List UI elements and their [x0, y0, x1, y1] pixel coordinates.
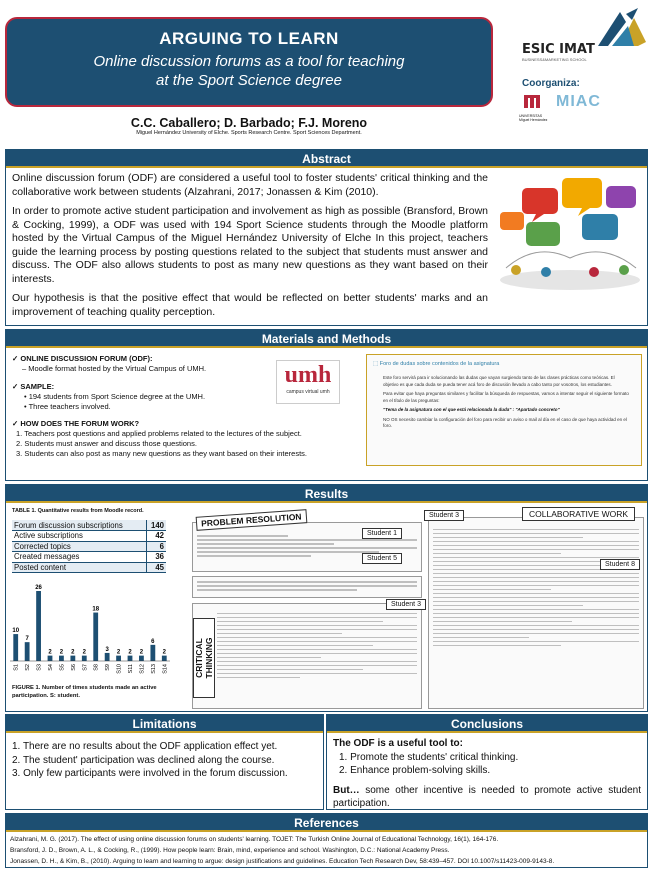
table-caption: TABLE 1. Quantitative results from Moodle record. [12, 508, 144, 514]
bar-S14 [162, 656, 167, 661]
bar-value-label: 3 [105, 646, 109, 653]
bar-value-label: 2 [128, 649, 132, 656]
materials-section [5, 329, 648, 481]
participation-bar-chart [10, 579, 170, 679]
poster-subtitle-1: Online discussion forums as a tool for teaching [93, 53, 405, 70]
category-label: S6 [70, 664, 77, 671]
student-3-tag-b: Student 3 [424, 510, 464, 521]
bar-value-label: 2 [71, 649, 75, 656]
poster-subtitle-2: at the Sport Science degree [156, 72, 342, 89]
conclusion-item-2: 2. Enhance problem-solving skills. [339, 765, 491, 776]
limitation-item-3: 3. Only few participants were involved in the forum discussion. [12, 768, 288, 779]
category-label: S10 [116, 664, 123, 674]
odf-item: – Moodle format hosted by the Virtual Campus of UMH. [22, 364, 207, 373]
table-row: Active subscriptions 42 [14, 531, 164, 541]
bar-value-label: 2 [116, 649, 121, 656]
sample-item-1: • 194 students from Sport Science degree at the UMH. [24, 392, 206, 401]
bar-S4 [48, 656, 53, 661]
bar-value-label: 7 [25, 636, 29, 643]
sample-title: ✓ SAMPLE: [12, 382, 55, 391]
campus-virtual-logo: umh campus virtual umh [276, 360, 340, 404]
bar-S5 [59, 656, 64, 661]
abstract-p2: In order to promote active student participation and involvement as high as possible (Bransford, Brown & Cocking, 1999), a ODF was used with 194 Sport Science students through the Moodle platform hosted by the Virtual Campus of the Miguel Hernández University of Elche In this project, teachers guide the learning process by posting questions related to the subject that students must answer and discuss. The ODF also allows students to post as many new questions as they want based on their interests. [12, 205, 488, 285]
bar-S2 [25, 642, 30, 661]
bar-S10 [116, 656, 121, 661]
critical-thinking-label: CRITICAL THINKING [193, 618, 215, 698]
critical-thinking-screenshot [192, 603, 422, 709]
umh-logo-text: UNIVERSITAS Miguel Hernández [519, 114, 548, 122]
table-row: Posted content 45 [14, 562, 164, 572]
collaborative-work-label: COLLABORATIVE WORK [522, 507, 635, 521]
references-header: References [6, 814, 647, 832]
abstract-section [5, 149, 648, 326]
reference-item-2: Bransford, J. D., Brown, A. L., & Cocking, R., (1999). How people learn: Brain, mind, experience and school. Washington, D.C.: National Academy Press. [10, 847, 450, 854]
esic-emblem-icon [590, 6, 650, 52]
conclusions-header: Conclusions [327, 715, 647, 733]
figure-caption: FIGURE 1. Number of times students made an active participation. S: student. [12, 685, 157, 699]
bar-value-label: 2 [162, 649, 166, 656]
student-1-tag: Student 1 [362, 528, 402, 539]
limitation-item-2: 2. The student' participation was declined along the course. [12, 754, 275, 766]
bar-value-label: 2 [139, 649, 144, 656]
limitations-header: Limitations [6, 715, 323, 733]
bar-S11 [128, 656, 133, 661]
student-5-tag: Student 5 [362, 553, 402, 564]
category-label: S14 [162, 664, 169, 674]
category-label: S7 [82, 664, 89, 671]
category-label: S9 [105, 664, 112, 671]
bar-S1 [13, 634, 18, 661]
title-box [5, 17, 493, 107]
esic-subtitle: BUSINESS&MARKETING SCHOOL [522, 57, 587, 62]
bar-value-label: 2 [59, 649, 64, 656]
forum-text: Este foro servirá para ir solucionando las dudas que vayan surgiendo tanto de las clases prácticas como teóricas. El objetivo es que cada duda se pueda tener acá foro de discusión llevado a cabo tanto por vosotros, los estudiantes. [383, 375, 615, 387]
bar-value-label: 2 [48, 649, 52, 656]
authors: C.C. Caballero; D. Barbado; F.J. Moreno [130, 116, 368, 130]
collaborative-work-screenshot [428, 517, 644, 709]
table-row: Corrected topics 6 [14, 541, 164, 551]
limitations-section [5, 714, 324, 810]
category-label: S13 [150, 664, 157, 674]
sample-item-2: • Three teachers involved. [24, 402, 111, 411]
problem-resolution-label: PROBLEM RESOLUTION [196, 509, 307, 531]
results-header: Results [6, 485, 647, 503]
affiliation: Miguel Hernández University of Elche. Sports Research Centre. Sport Sciences Department. [136, 130, 362, 136]
forum-format: "Tema de la asignatura con el que está relacionada la duda" : "Apartado concreto" [383, 407, 560, 412]
category-label: S4 [48, 664, 54, 671]
forum-text-2: Para evitar que haya preguntas similares y facilitar la búsqueda de respuestas, vamos a intentar seguir el siguiente formato en el título de las preguntas: [383, 391, 629, 403]
conclusions-section [326, 714, 648, 810]
student-5-screenshot [192, 576, 422, 598]
category-label: S11 [128, 664, 134, 674]
references-section [5, 813, 648, 868]
abstract-p1: Online discussion forum (ODF) are considered a useful tool to foster students' critical thinking and the collaborative work between students (Alzahrani, 2017; Jonassen & Kim (2010). [12, 172, 488, 198]
bar-S8 [93, 613, 98, 661]
bar-value-label: 26 [35, 585, 42, 591]
bar-S6 [70, 656, 75, 661]
forum-illustration-icon [496, 172, 644, 296]
bar-S13 [150, 645, 155, 661]
forum-title: ⬚ Foro de dudas sobre contenidos de la asignatura [373, 361, 500, 367]
category-label: S2 [25, 664, 32, 671]
results-section [5, 484, 648, 712]
category-label: S3 [36, 664, 43, 671]
results-table [12, 520, 166, 573]
miac-logo: MIAC [556, 93, 601, 110]
category-label: S8 [93, 664, 100, 671]
bar-value-label: 2 [82, 649, 86, 656]
materials-header: Materials and Methods [6, 330, 647, 348]
bar-S12 [139, 656, 144, 661]
table-row: Created messages 36 [14, 552, 164, 562]
conclusions-but: But… some other incentive is needed to promote active student participation. [333, 784, 641, 809]
reference-item-1: Alzahrani, M. G. (2017). The effect of using online discussion forums on students' learning. TOJET: The Turkish Online Journal of Educational Technology, 16(1), 164-176. [10, 836, 499, 843]
bar-S3 [36, 591, 41, 661]
how-item-2: 2. Students must answer and discuss those questions. [16, 439, 197, 448]
student-3-tag-a: Student 3 [386, 599, 426, 610]
category-label: S1 [13, 664, 20, 671]
bar-S9 [105, 653, 110, 661]
forum-note: NO OS necesito cambiar la configuración del foro para recibir un aviso o mail al día en el caso de que haya actividad en el foro. [383, 416, 627, 428]
student-8-tag: Student 8 [600, 559, 640, 570]
coorganiza-label: Coorganiza: [522, 78, 580, 89]
bar-value-label: 10 [12, 628, 20, 635]
abstract-header: Abstract [6, 150, 647, 168]
how-title: ✓ HOW DOES THE FORUM WORK? [12, 419, 140, 428]
esic-logo: ESIC IMAT [522, 42, 595, 57]
table-row: Forum discussion subscriptions 140 [14, 520, 164, 530]
poster-title: ARGUING TO LEARN [159, 29, 339, 48]
conclusions-lead: The ODF is a useful tool to: [333, 738, 463, 749]
odf-title: ✓ ONLINE DISCUSSION FORUM (ODF): [12, 354, 153, 363]
how-item-1: 1. Teachers post questions and applied problems related to the lectures of the subject. [16, 429, 302, 438]
abstract-p3: Our hypothesis is that the positive effect that would be reflected on better students' marks and an improvement of teaching quality perception. [12, 292, 488, 318]
conclusion-item-1: 1. Promote the students' critical thinking. [339, 751, 519, 763]
bar-S7 [82, 656, 87, 661]
umh-logo-icon [522, 92, 546, 114]
reference-item-3: Jonassen, D. H., & Kim, B., (2010). Arguing to learn and learning to argue: design justifications and guidelines. Education Tech Research Dev, 58:439–457. DOI 10.1007/s11423-009-9143-8. [10, 858, 555, 865]
category-label: S12 [139, 664, 146, 674]
bar-value-label: 18 [92, 606, 100, 613]
category-label: S5 [59, 664, 66, 671]
bar-value-label: 6 [151, 638, 155, 645]
forum-screenshot [366, 354, 642, 466]
how-item-3: 3. Students can also post as many new questions as they want based on their interests. [16, 449, 308, 458]
limitation-item-1: 1. There are no results about the ODF application effect yet. [12, 741, 278, 752]
